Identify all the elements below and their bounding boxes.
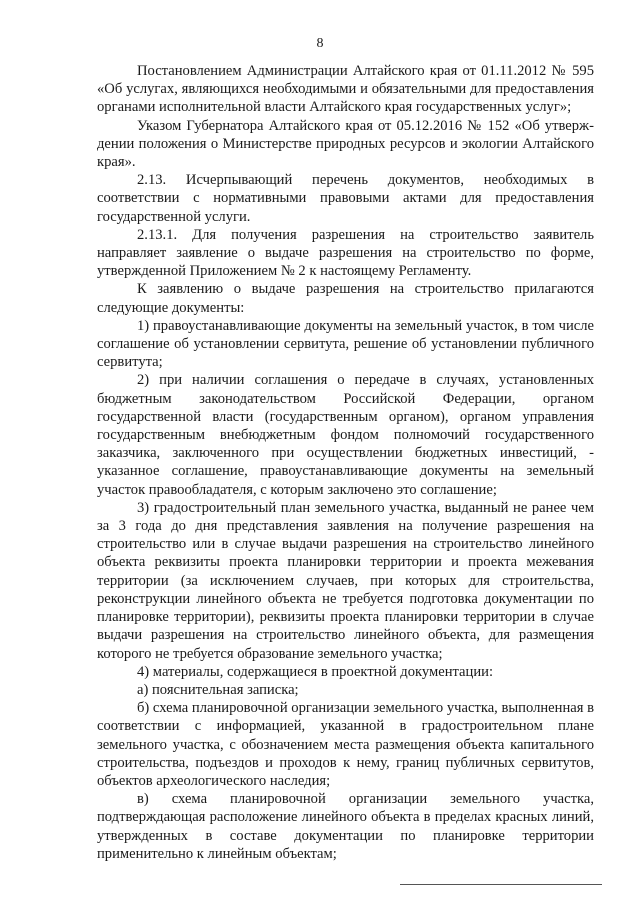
paragraph: 2.13.1. Для получения разрешения на строительство заявитель направляет заявление о выдаче разрешения на строительство по форме, утвержденной Приложением № 2 к настоящему Регламенту. xyxy=(97,226,594,280)
paragraph: а) пояснительная записка; xyxy=(137,681,299,698)
paragraph: б) схема планировочной организации земельного участка, выполненная в соответствии с информацией, указанной в градостроительном плане земельного участка, с обозначением места размещения объекта капитального строительства, подъездов и проходов к нему, границ публичных сервитутов, объектов археологического наследия; xyxy=(97,700,594,789)
footer-rule xyxy=(400,884,602,885)
paragraph: 2.13. Исчерпывающий перечень документов, необходимых в соответствии с нормативными правовыми актами для предоставления государственной услуги. xyxy=(97,172,594,225)
paragraph: Постановлением Администрации Алтайского края от 01.11.2012 № 595 «Об услугах, являющихся необходимыми и обязательными для предоставления органами исполнительной власти Алтайского края государственных услуг»; xyxy=(97,63,594,116)
paragraph: К заявлению о выдаче разрешения на строительство прилагаются следующие документы: xyxy=(97,281,594,316)
document-body xyxy=(97,62,594,863)
paragraph: в) схема планировочной организации земельного участка, подтверждающая расположение линейного объекта в пределах красных линий, утвержденных в составе документации по планировке территории применительно к линейным объектам; xyxy=(97,791,594,862)
paragraph: 2) при наличии соглашения о передаче в случаях, установленных бюджетным законодательством Российской Федерации, органом государственной власти (государственным органом), органом управления государственным внебюджетным фондом полномочий государственного заказчика, заключенного при осуществлении бюджетных инвестиций, - указанное соглашение, правоустанавливающие документы на земельный участок правообладателя, с которым заключено это соглашение; xyxy=(97,372,594,498)
page-number: 8 xyxy=(316,36,324,51)
paragraph: Указом Губернатора Алтайского края от 05.12.2016 № 152 «Об утверж-дении положения о Министерстве природных ресурсов и экологии Алтайского края». xyxy=(97,117,594,171)
paragraph: 1) правоустанавливающие документы на земельный участок, в том числе соглашение об установлении сервитута, решение об установлении публичного сервитута; xyxy=(97,317,594,371)
paragraph: 3) градостроительный план земельного участка, выданный не ранее чем за 3 года до дня представления заявления на получение разрешения на строительство или в случае выдачи разрешения на строительство линейного объекта реквизиты проекта планировки территории и проекта межевания территории (за исключением случаев, при которых для строительства, реконструкции линейного объекта не требуется подготовка документации по планировке территории), реквизиты проекта планировки территории в случае выдачи разрешения на строительство линейного объекта, для размещения которого не требуется образование земельного участка; xyxy=(97,499,594,662)
paragraph: 4) материалы, содержащиеся в проектной документации: xyxy=(137,663,494,680)
